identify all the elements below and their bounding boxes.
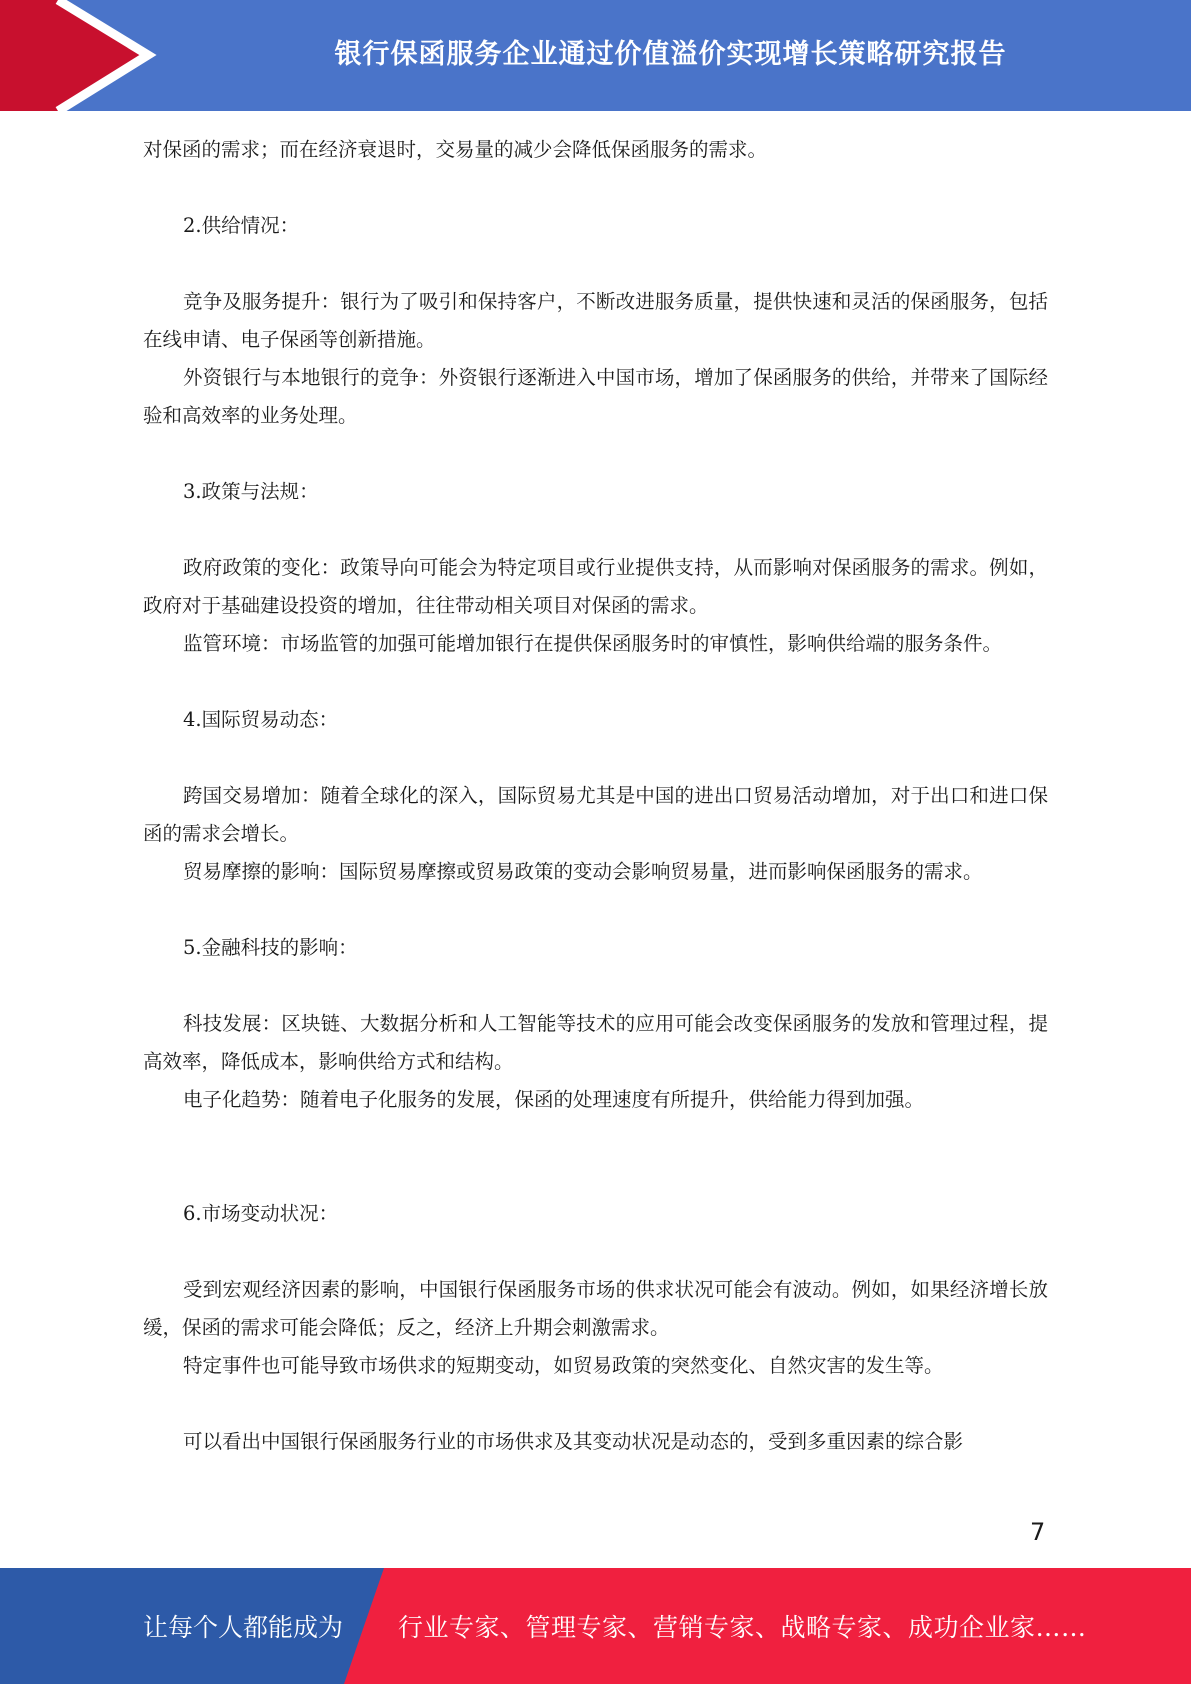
document-title: 银行保函服务企业通过价值溢价实现增长策略研究报告 (334, 39, 1007, 70)
paragraph: 政府政策的变化：政策导向可能会为特定项目或行业提供支持，从而影响对保函服务的需求。例如，政府对于基础建设投资的增加，往往带动相关项目对保函的需求。 (143, 556, 1048, 617)
footer-slogan-left: 让每个人都能成为 (143, 1613, 344, 1642)
paragraph: 受到宏观经济因素的影响，中国银行保函服务市场的供求状况可能会有波动。例如，如果经济增长放缓，保函的需求可能会降低；反之，经济上升期会刺激需求。 (143, 1278, 1048, 1339)
paragraph: 跨国交易增加：随着全球化的深入，国际贸易尤其是中国的进出口贸易活动增加，对于出口和进口保函的需求会增长。 (143, 784, 1048, 845)
page-body (143, 131, 1048, 1461)
footer-slogan-right: 行业专家、管理专家、营销专家、战略专家、成功企业家…… (398, 1613, 1087, 1642)
paragraph: 竞争及服务提升：银行为了吸引和保持客户，不断改进服务质量，提供快速和灵活的保函服务，包括在线申请、电子保函等创新措施。 (143, 290, 1048, 351)
page-footer (0, 1568, 1191, 1684)
section-heading-fintech: 5.金融科技的影响： (183, 936, 358, 959)
paragraph: 科技发展：区块链、大数据分析和人工智能等技术的应用可能会改变保函服务的发放和管理过程，提高效率，降低成本，影响供给方式和结构。 (143, 1012, 1048, 1073)
paragraph: 对保函的需求；而在经济衰退时，交易量的减少会降低保函服务的需求。 (143, 138, 768, 161)
section-heading-market: 6.市场变动状况： (183, 1202, 339, 1225)
section-heading-supply: 2.供给情况： (183, 214, 300, 237)
paragraph: 可以看出中国银行保函服务行业的市场供求及其变动状况是动态的，受到多重因素的综合影 (183, 1430, 964, 1453)
section-heading-trade: 4.国际贸易动态： (183, 708, 339, 731)
paragraph: 电子化趋势：随着电子化服务的发展，保函的处理速度有所提升，供给能力得到加强。 (183, 1088, 925, 1111)
page-header (0, 0, 1191, 111)
paragraph: 外资银行与本地银行的竞争：外资银行逐渐进入中国市场，增加了保函服务的供给，并带来了国际经验和高效率的业务处理。 (143, 366, 1048, 427)
paragraph: 特定事件也可能导致市场供求的短期变动，如贸易政策的突然变化、自然灾害的发生等。 (183, 1354, 944, 1377)
section-heading-policy: 3.政策与法规： (183, 480, 319, 503)
paragraph: 监管环境：市场监管的加强可能增加银行在提供保函服务时的审慎性，影响供给端的服务条件。 (183, 632, 1003, 655)
page-number: 7 (1030, 1518, 1046, 1546)
paragraph: 贸易摩擦的影响：国际贸易摩擦或贸易政策的变动会影响贸易量，进而影响保函服务的需求。 (183, 860, 983, 883)
